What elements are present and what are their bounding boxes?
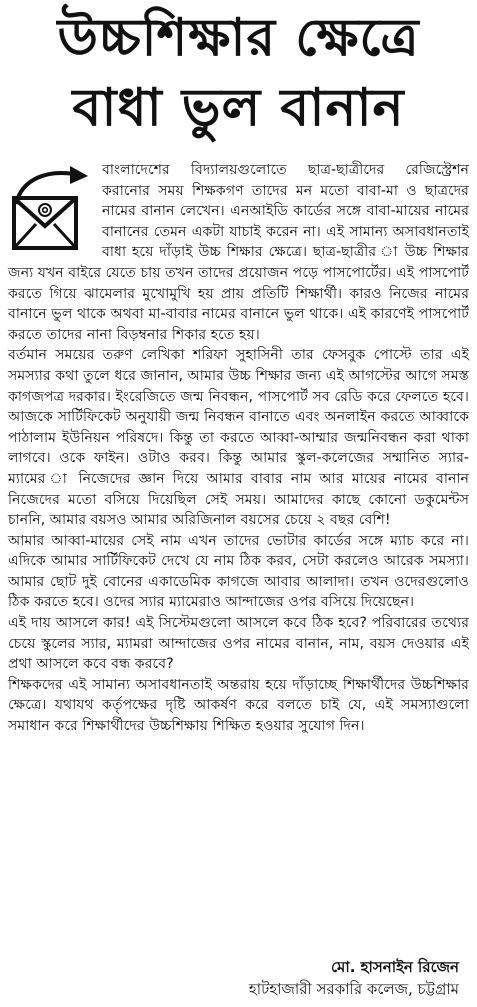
author-institution: হাটহাজারী সরকারি কলেজ, চট্টগ্রাম: [248, 980, 459, 998]
article-paragraph-1: বাংলাদেশের বিদ্যালয়গুলোতে ছাত্র-ছাত্রীদের রেজিস্ট্রেশন করানোর সময় শিক্ষকগণ তাদের মন মতো বাবা-মা ও ছাত্রদের নামের বানান লেখেন। এনআইডি কার্ডের সঙ্গে বাবা-মায়ের নামের বানানের তেমন একটা যাচাই করেন না। এই সামান্য অসাবধানতাই বাধা হয়ে দাঁড়াই উচ্চ শিক্ষার ক্ষেত্রে। ছাত্র-ছাত্রীর া উচ্চ শিক্ষার জন্য যখন বাইরে যেতে চায় তখন তাদের প্রয়োজন পড়ে পাসপোর্টের। এই পাসপোর্ট করতে গিয়ে ঝামেলার মুখোমুখি হয় প্রায় প্রতিটি শিক্ষার্থী। কারও নিজের নামের বানানে ভুল থাকে অথবা মা-বাবার নামের বানানে ভুল থাকে। এই কারণেই পাসপোর্ট করতে তাদের নানা বিড়ম্বনার শিকার হতে হয়।: [8, 162, 470, 343]
article-paragraph-5: শিক্ষকদের এই সামান্য অসাবধানতাই অন্তরায় হয়ে দাঁড়াচ্ছে শিক্ষার্থীদের উচ্চশিক্ষার ক্ষেত্রে। যথাযথ কর্তৃপক্ষের দৃষ্টি আকর্ষণ করে বলতে চাই যে, এই সমস্যাগুলো সমাধান করে শিক্ষার্থীদের উচ্চশিক্ষায় শিক্ষিত হওয়ার সুযোগ দিন।: [8, 676, 469, 735]
article-body: [8, 160, 469, 737]
author-name: মো. হাসনাইন রিজেন: [330, 958, 459, 976]
article-paragraph-4: এই দায় আসলে কার! এই সিস্টেমগুলো আসলে কবে ঠিক হবে? পরিবারের তথ্যের চেয়ে স্কুলের স্যার, ম্যামরা আন্দাজের ওপর নামের বানান, নাম, বয়স দেওয়ার এই প্রথা আসলে কবে বন্ধ করবে?: [8, 615, 469, 673]
article-paragraph-3: আমার আব্বা-মায়ের সেই নাম এখন তাদের ভোটার কার্ডের সঙ্গে ম্যাচ করে না। এদিকে আমার সার্টিফিকেট দেখে যে নাম ঠিক করব, সেটা করলেও আরেক সমস্যা। আমার ছোট দুই বোনের একাডেমিক কাগজে আবার আলাদা। তখন ওদেরগুলোও ঠিক করতে হবে। ওদের স্যার ম্যামেরাও আন্দাজের ওপর বসিয়ে দিয়েছেন।: [8, 532, 469, 611]
headline-line-2: বাধা ভুল বানান: [72, 78, 405, 138]
author-signature: [249, 956, 459, 1000]
article-paragraph-2: বর্তমান সময়ের তরুণ লেখিকা শরিফা সুহাসিনী তার ফেসবুক পোস্টে তার এই সমস্যার কথা তুলে ধরে জানান, আমার উচ্চ শিক্ষার জন্য এই আগস্টের আগে সমস্ত কাগজপত্র দরকার। ইংরেজিতে জন্ম নিবন্ধন, পাসপোর্ট সব রেডি করে ফেলতে হবে। আজকে সার্টিফিকেট অনুযায়ী জন্ম নিবন্ধন বানাতে এবং অনলাইন করতে আব্বাকে পাঠালাম ইউনিয়ন পরিষদে। কিন্তু তা করতে আব্বা-আম্মার জন্মনিবন্ধন করা থাকা লাগবে। ওকে ফাইন। ওটাও করব। কিন্তু আমার স্কুল-কলেজের সম্মানিত স্যার-ম্যামের া নিজেদের জ্ঞান দিয়ে আমার বাবার নাম আর মায়ের নামের বানান নিজেদের মতো বসিয়ে দিয়েছিল সেই সময়। আমাদের কাছে কোনো ডকুমেন্টস চাননি, আমার বয়সও আমার অরিজিনাল বয়সের চেয়ে ২ বছর বেশি!: [8, 347, 469, 529]
email-envelope-icon: [8, 164, 94, 256]
headline-line-1: উচ্চশিক্ষার ক্ষেত্রে: [57, 8, 420, 68]
